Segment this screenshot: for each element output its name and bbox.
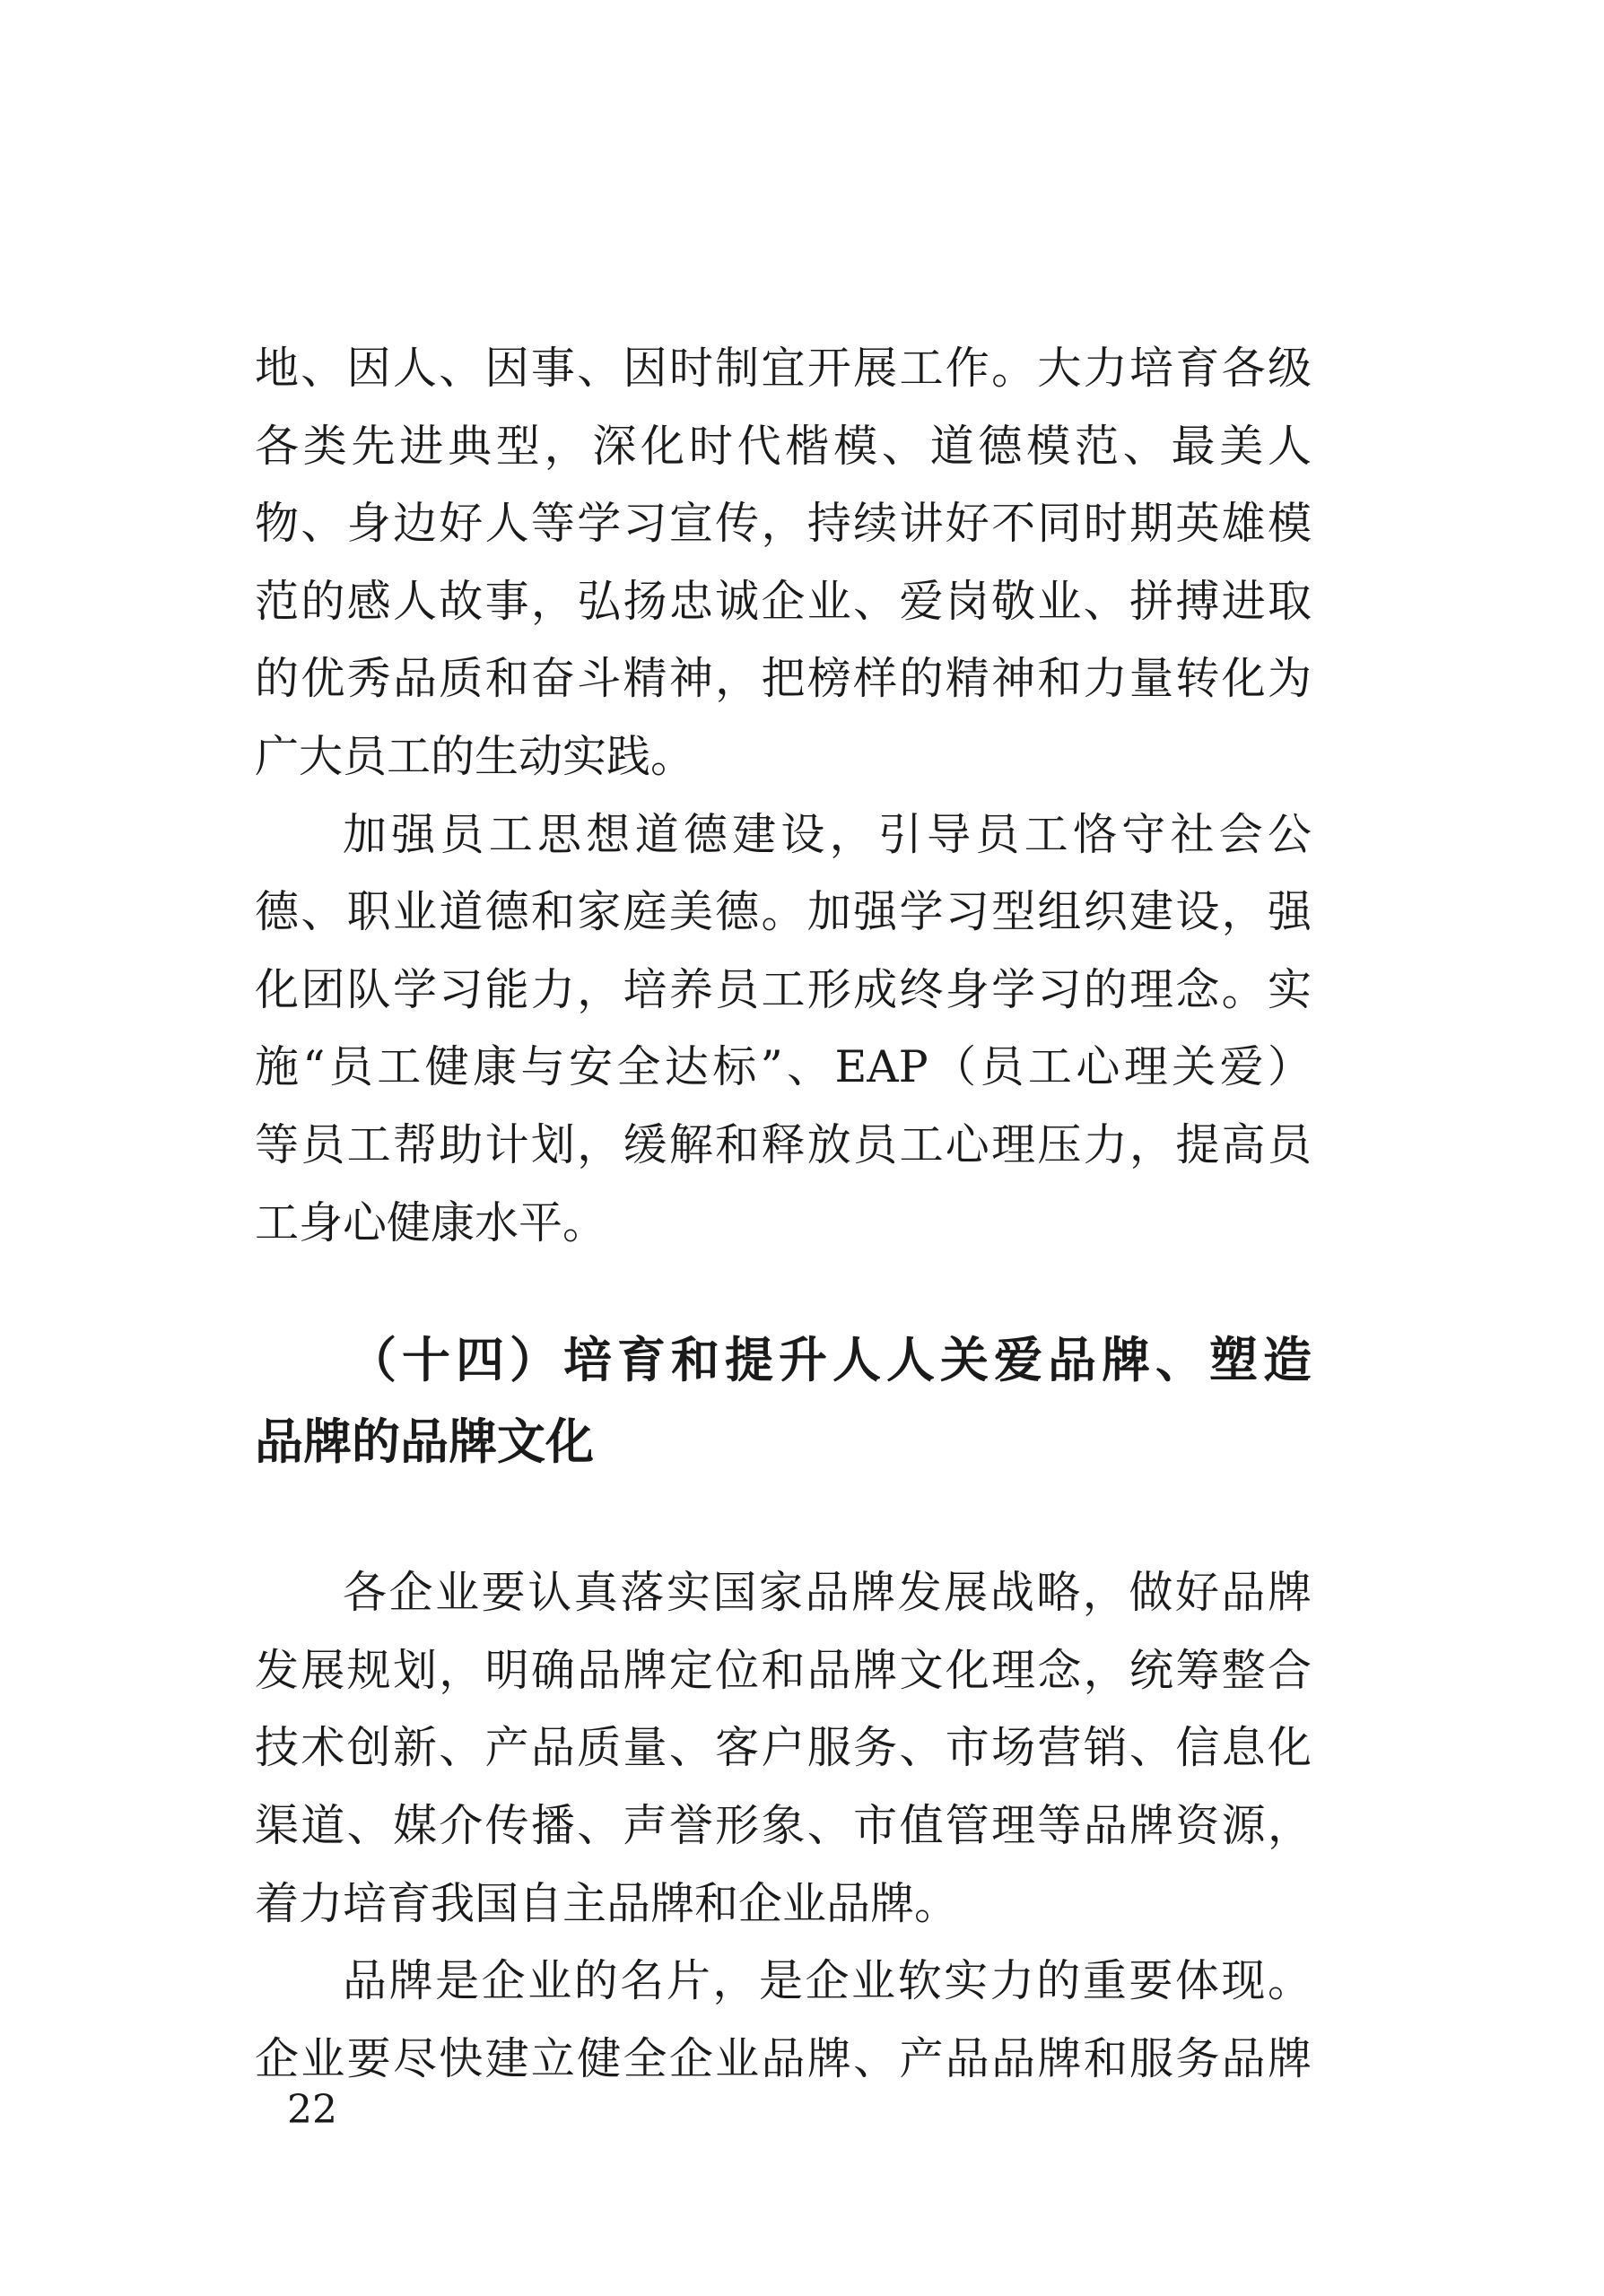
heading-line: 品牌的品牌文化 [255, 1413, 594, 1471]
page-number: 22 [287, 2087, 337, 2133]
text-line: 发展规划，明确品牌定位和品牌文化理念，统筹整合 [255, 1644, 1312, 1696]
heading-line: （十四）培育和提升人人关爱品牌、塑造 [348, 1332, 1312, 1389]
text-line: 技术创新、产品质量、客户服务、市场营销、信息化 [255, 1722, 1312, 1774]
text-line: 着力培育我国自主品牌和企业品牌。 [255, 1877, 959, 1929]
text-line: 德、职业道德和家庭美德。加强学习型组织建设，强 [255, 886, 1312, 938]
text-line: 品牌是企业的名片，是企业软实力的重要体现。 [343, 1955, 1312, 2007]
text-line: 企业要尽快建立健全企业品牌、产品品牌和服务品牌 [255, 2032, 1312, 2084]
paragraph [255, 1554, 1312, 1943]
text-line: 渠道、媒介传播、声誉形象、市值管理等品牌资源， [255, 1799, 1312, 1851]
paragraph [255, 796, 1312, 1263]
text-line: 工身心健康水平。 [255, 1196, 607, 1248]
paragraph [255, 1943, 1312, 2098]
text-line: 各企业要认真落实国家品牌发展战略，做好品牌 [343, 1567, 1312, 1619]
text-line: 的优秀品质和奋斗精神，把榜样的精神和力量转化为 [255, 653, 1312, 705]
text-line: 物、身边好人等学习宣传，持续讲好不同时期英雄模 [255, 498, 1312, 550]
text-line: 广大员工的生动实践。 [255, 730, 695, 782]
text-line: 施“员工健康与安全达标”、EAP（员工心理关爱） [255, 1041, 1312, 1093]
text-line: 地、因人、因事、因时制宜开展工作。大力培育各级 [255, 343, 1312, 394]
text-line: 范的感人故事，弘扬忠诚企业、爱岗敬业、拼搏进取 [255, 575, 1312, 627]
text-line: 化团队学习能力，培养员工形成终身学习的理念。实 [255, 963, 1312, 1015]
spacer [255, 1262, 1312, 1319]
text-line: 各类先进典型，深化时代楷模、道德模范、最美人 [255, 420, 1312, 472]
paragraph [255, 330, 1312, 796]
spacer [255, 1483, 1312, 1554]
section-heading [255, 1319, 1312, 1483]
text-line: 加强员工思想道德建设，引导员工恪守社会公 [343, 808, 1312, 860]
page-body [255, 330, 1312, 2098]
text-line: 等员工帮助计划，缓解和释放员工心理压力，提高员 [255, 1118, 1312, 1170]
